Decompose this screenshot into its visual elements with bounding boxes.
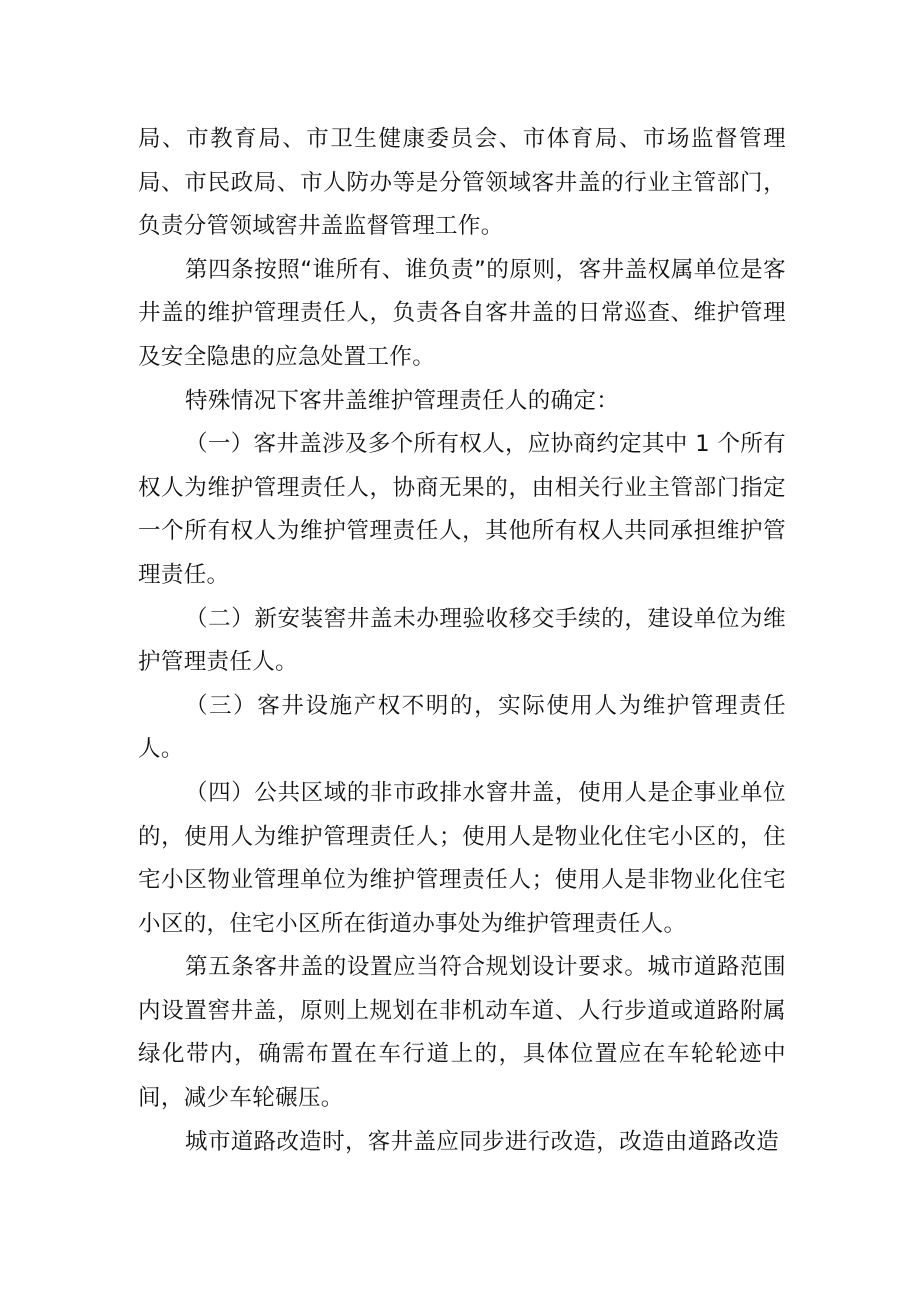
- paragraph-article-4: 第四条按照“谁所有、谁负责”的原则，客井盖权属单位是客井盖的维护管理责任人，负责各自客井盖的日常巡查、维护管理及安全隐患的应急处置工作。: [138, 256, 786, 370]
- paragraph-case-2: （二）新安装窖井盖未办理验收移交手续的，建设单位为维护管理责任人。: [138, 605, 786, 676]
- paragraph-article-5: 第五条客井盖的设置应当符合规划设计要求。城市道路范围内设置窖井盖，原则上规划在非机动车道、人行步道或道路附属绿化带内，确需布置在车行道上的，具体位置应在车轮轮迹中间，减少车轮碾压。: [138, 954, 786, 1112]
- paragraph-case-4: （四）公共区域的非市政排水窨井盖，使用人是企事业单位的，使用人为维护管理责任人；使用人是物业化住宅小区的，住宅小区物业管理单位为维护管理责任人；使用人是非物业化住宅小区的，住宅小区所在街道办事处为维护管理责任人。: [138, 779, 786, 937]
- paragraph-continuation: 局、市教育局、市卫生健康委员会、市体育局、市场监督管理局、市民政局、市人防办等是分管领域客井盖的行业主管部门，负责分管领域窖井盖监督管理工作。: [138, 126, 786, 240]
- paragraph-road-renovation: 城市道路改造时，客井盖应同步进行改造，改造由道路改造: [185, 1128, 780, 1155]
- paragraph-case-1: （一）客井盖涉及多个所有权人，应协商约定其中 1 个所有权人为维护管理责任人，协商无果的，由相关行业主管部门指定一个所有权人为维护管理责任人，其他所有权人共同承担维护管理责任。: [138, 431, 786, 588]
- document-body: [138, 118, 786, 1164]
- paragraph-special-cases: 特殊情况下客井盖维护管理责任人的确定：: [185, 387, 620, 414]
- paragraph-case-3: （三）客井设施产权不明的，实际使用人为维护管理责任人。: [138, 692, 786, 763]
